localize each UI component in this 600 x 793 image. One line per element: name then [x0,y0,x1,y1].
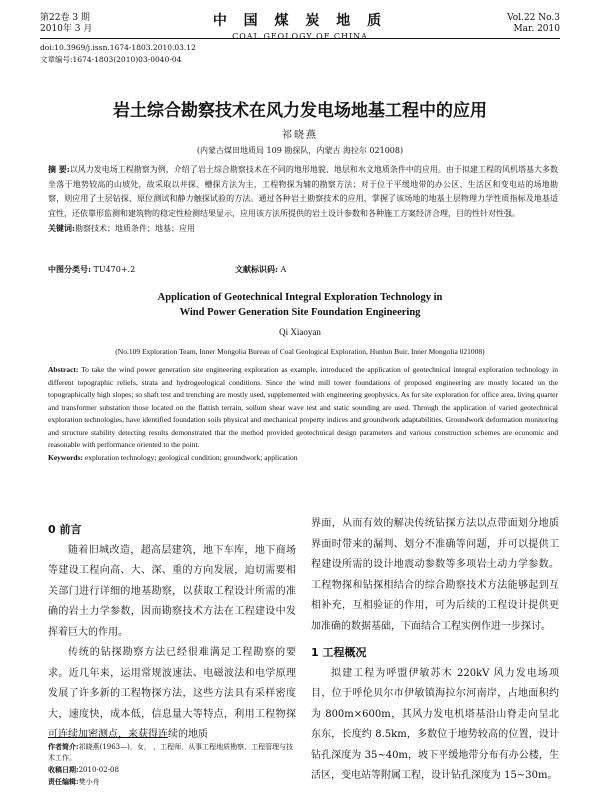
footnote-editor-value: 樊小舟 [78,778,100,786]
footnote-received [48,764,296,776]
abstract-cn-text: 以风力发电场工程勘察为例，介绍了岩土综合勘察技术在不同的地形地貌、地层和水文地质条件中的应用。由于拟建工程的风机塔基大多数坐落于地势较高的山坡处，故采取以井探、槽探方法为主，工程物探为辅的勘察方法；对于位于平缓地带的办公区、生活区和变电站的场地勘察，则应用了土层钻探、原位测试和静力触探试验的方法。通过各种岩土勘察技术的应用，掌握了该场地的地基土层物理力学性质指标及地基适宜性，还依靠形监测和建筑物的稳定性检测结果显示，应用该方法所提供的岩土设计参数和各种施工方案经济合理，目的性针对性强。 [48,165,558,218]
author-en: Qi Xiaoyan [279,327,321,337]
abstract-en-text: To take the wind power generation site engineering exploration as example, introduced the application of geotechnical integral exploration technology in different topographic reliefs, strata and hydrogeological conditions. Since the wind mill tower foundations of proposed engineering are mostly located on the topographically high slopes; so shaft test and trenching are mostly used, supplemented with engineering geophysics. As for site exploration for office area, living quarter and transformer substation those located on the flattish terrain, soilum shear wave test and static sounding are used. Through the application of varied geotechnical exploration technologies, have identified foundation soils physical and mechanical property indices and groundwork adaptabilities. Groundwork deformation monitoring and structure stability detecting results demonstrated that the method provided geotechnical design parameters and various construction schemes are economic and reasonable with performance oriented to the point. [48,365,558,449]
volume-cn: 第22卷 3 期 [40,13,90,23]
date-cn: 2010年 3 月 [40,24,93,34]
doccode-value: A [280,265,287,274]
abstract-en [48,364,558,464]
author-cn: 祁晓燕 [282,130,318,141]
journal-name-en: COAL GEOLOGY OF CHINA [232,32,368,41]
keywords-en-text: exploration technology; geological condition; groundwork; application [84,452,298,462]
affiliation-cn: (内蒙古煤田地质局 109 勘探队，内蒙古 海拉尔 021008) [196,146,404,155]
journal-name-cn: 中 国 煤 炭 地 质 [212,13,388,29]
section-intro-title: 0 前言 [48,523,82,536]
abstract-cn [48,162,558,237]
footnote-divider [48,737,168,738]
header-divider [40,38,560,39]
volume-en: Vol.22 No.3 [507,13,560,23]
footnote-author [48,741,296,764]
title-en-line2: Wind Power Generation Site Foundation Engineering [179,307,421,318]
document-code [235,264,286,275]
affiliation-en: (No.109 Exploration Team, Inner Mongolia Bureau of Coal Geological Exploration, Hunlun Buir, Inner Mongolia 021008) [115,347,485,356]
footnote [48,741,296,788]
footnote-editor-label: 责任编辑: [48,777,79,786]
clc-number [48,264,135,275]
footnote-author-label: 作者简介: [48,742,79,751]
abstract-en-label: Abstract: [48,365,79,374]
footnote-editor [48,776,296,788]
title-cn: 岩土综合勘察技术在风力发电场地基工程中的应用 [113,101,487,121]
article-number: 文章编号:1674-1803(2010)03-0040-04 [40,55,182,64]
body-column-left [48,520,296,746]
issue-info-en [507,13,560,35]
body-column-right [311,514,559,787]
section-1-paragraph-1: 拟建工程为呼盟伊敏苏木 220kV 风力发电场项目，位于呼伦贝尔市伊敏镇海拉尔河南岸，占地面积约为 800m×600m，其风力发电机塔基沿山脊走向呈北东东，长度约 8.5km，多数位于地势较高的位置，设计钻孔深度为 35~40m，坡下平缓地带分布有办公楼，生活区，变电站等附属工程，设计钻孔深度为 15~30m。 [311,667,559,781]
date-en: Mar. 2010 [513,24,560,34]
intro-paragraph-2: 传统的钻探勘察方法已经很难满足工程勘察的要求。近几年来，运用常规波速法、电磁波法和电学原理发展了许多新的工程物探方法，这些方法具有采样密度大，速度快，成本低，信息量大等特点，利用工程物探可连续加密测点，来获得连续的地质 [48,647,296,740]
doccode-label: 文献标识码: [235,264,278,274]
footnote-author-text: 祁晓燕(1963—)，女， ，工程师，从事工程地质勘察、工程管理与技术工作。 [48,743,294,762]
footnote-received-value: 2010-02-08 [78,766,119,774]
title-en [0,290,600,320]
keywords-cn-text: 勘察技术；地质条件；地基；应用 [74,224,195,233]
footnote-received-label: 收稿日期: [48,765,79,774]
intro-continuation: 界面，从而有效的解决传统钻探方法以点带面划分地质界面时带来的漏判、划分不准确等问题，并可以提供工程建设所需的设计地震动参数等多项岩土动力学参数。工程物探和钻探相结合的综合勘察技术方法能够起到互相补充，互相验证的作用，可为后续的工程设计提供更加准确的数据基础，下面结合工程实例作进一步探讨。 [311,518,559,632]
section-1-title: 1 工程概况 [311,646,367,659]
clc-value: TU470+.2 [93,265,136,274]
intro-paragraph-1: 随着旧城改造，超高层建筑，地下车库，地下商场等建设工程向高、大、深、重的方向发展，迫切需要相关部门进行详细的地基勘察，以获取工程设计所需的准确的岩土力学参数，因而勘察技术方法在工程建设中发挥着巨大的作用。 [48,544,296,638]
title-en-line1: Application of Geotechnical Integral Exploration Technology in [157,292,443,303]
keywords-en-label: Keywords: [48,452,83,462]
doi: doi:10.3969/j.issn.1674-1803.2010.03.12 [40,43,196,52]
abstract-cn-label: 摘 要: [48,164,70,174]
clc-label: 中图分类号: [48,264,91,274]
keywords-cn-label: 关键词: [48,223,75,233]
